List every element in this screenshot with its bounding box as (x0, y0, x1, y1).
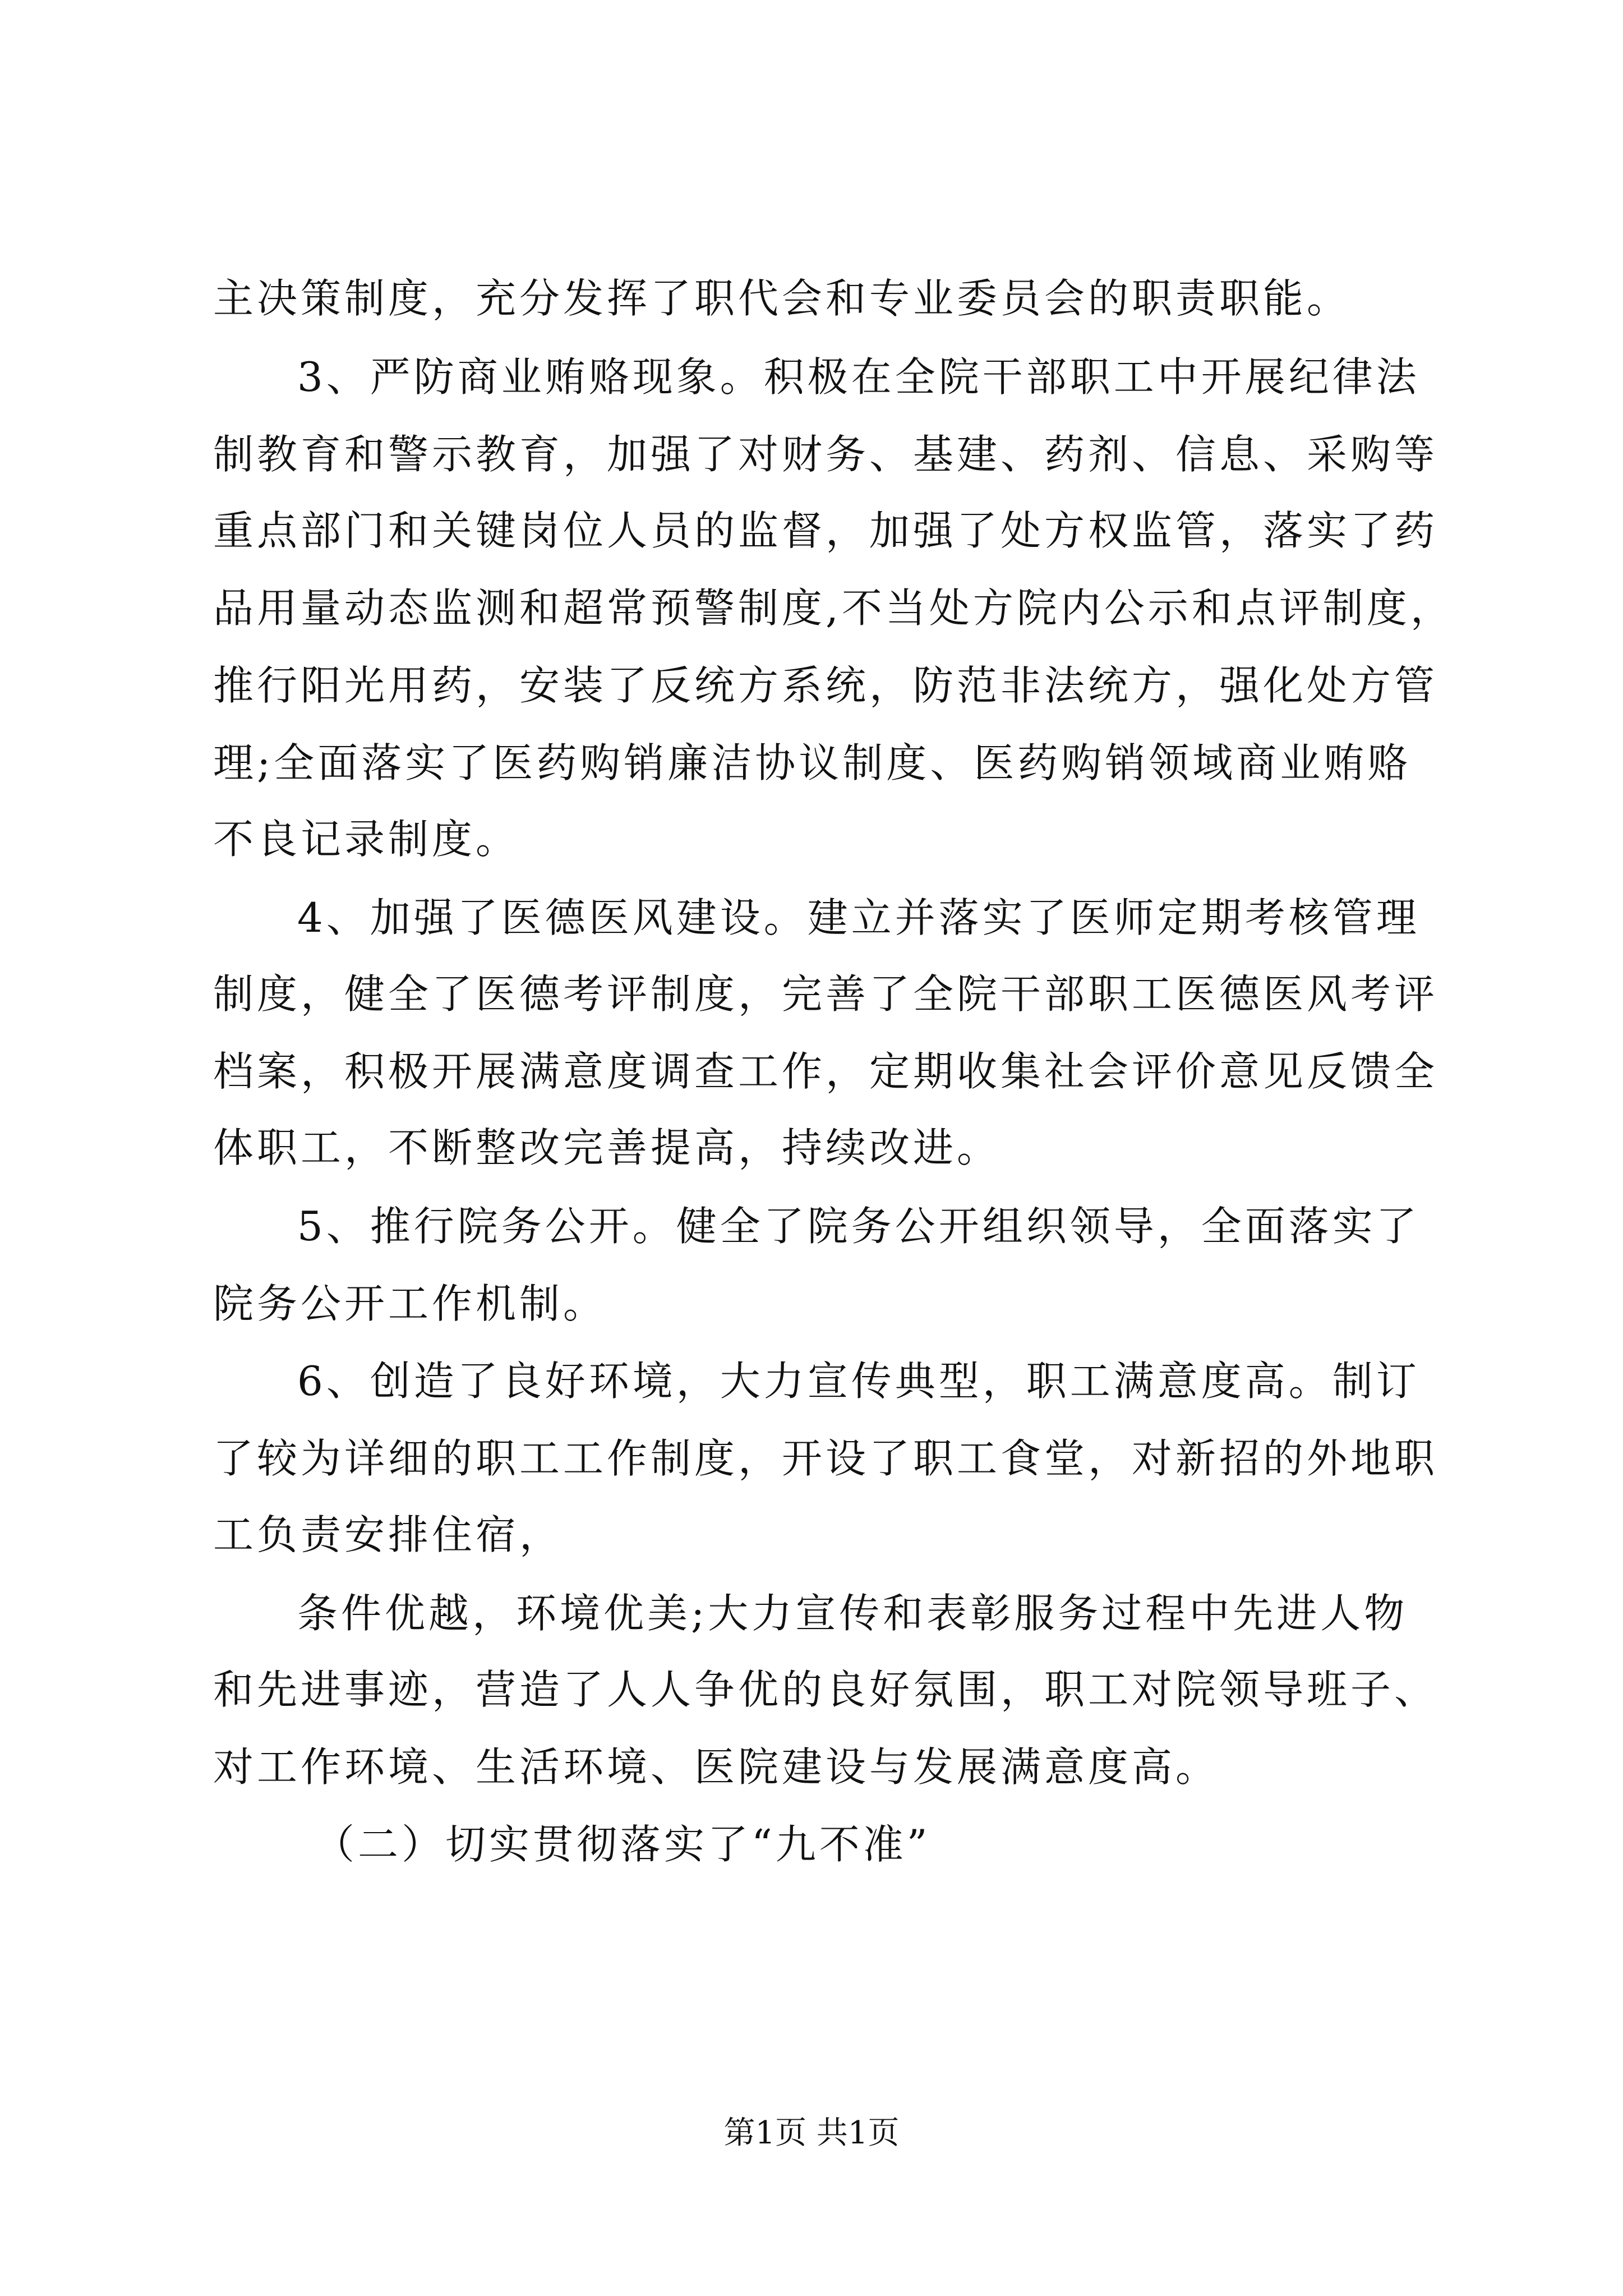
text-line: 制教育和警示教育，加强了对财务、基建、药剂、信息、采购等 (213, 431, 1438, 478)
text-line: 4、加强了医德医风建设。建立并落实了医师定期考核管理 (297, 894, 1420, 941)
text-line: 制度，健全了医德考评制度，完善了全院干部职工医德医风考评 (213, 970, 1438, 1018)
text-line: 档案，积极开展满意度调查工作，定期收集社会评价意见反馈全 (213, 1048, 1438, 1095)
text-line: 推行阳光用药，安装了反统方系统，防范非法统方，强化处方管 (213, 662, 1438, 709)
text-line: 院务公开工作机制。 (213, 1280, 607, 1327)
section-heading: （二）切实贯彻落实了“九不准” (314, 1821, 931, 1868)
text-line: 条件优越，环境优美;大力宣传和表彰服务过程中先进人物 (297, 1590, 1408, 1637)
text-line: 主决策制度，充分发挥了职代会和专业委员会的职责职能。 (213, 275, 1351, 322)
text-line: 理;全面落实了医药购销廉洁协议制度、医药购销领域商业贿赂 (213, 739, 1412, 786)
text-line: 工负责安排住宿， (213, 1511, 564, 1558)
page-footer: 第1页 共1页 (723, 2115, 900, 2151)
text-line: 6、创造了良好环境，大力宣传典型，职工满意度高。制订 (297, 1358, 1420, 1405)
text-line: 不良记录制度。 (213, 816, 520, 863)
text-line: 3、严防商业贿赂现象。积极在全院干部职工中开展纪律法 (297, 353, 1420, 401)
text-line: 和先进事迹，营造了人人争优的良好氛围，职工对院领导班子、 (213, 1666, 1438, 1713)
text-line: 重点部门和关键岗位人员的监督，加强了处方权监管，落实了药 (213, 507, 1438, 554)
text-line: 5、推行院务公开。健全了院务公开组织领导，全面落实了 (297, 1203, 1420, 1250)
text-line: 对工作环境、生活环境、医院建设与发展满意度高。 (213, 1743, 1220, 1791)
text-line: 体职工，不断整改完善提高，持续改进。 (213, 1124, 1001, 1171)
text-line: 了较为详细的职工工作制度，开设了职工食堂，对新招的外地职 (213, 1435, 1438, 1482)
text-line: 品用量动态监测和超常预警制度,不当处方院内公示和点评制度， (213, 585, 1454, 632)
